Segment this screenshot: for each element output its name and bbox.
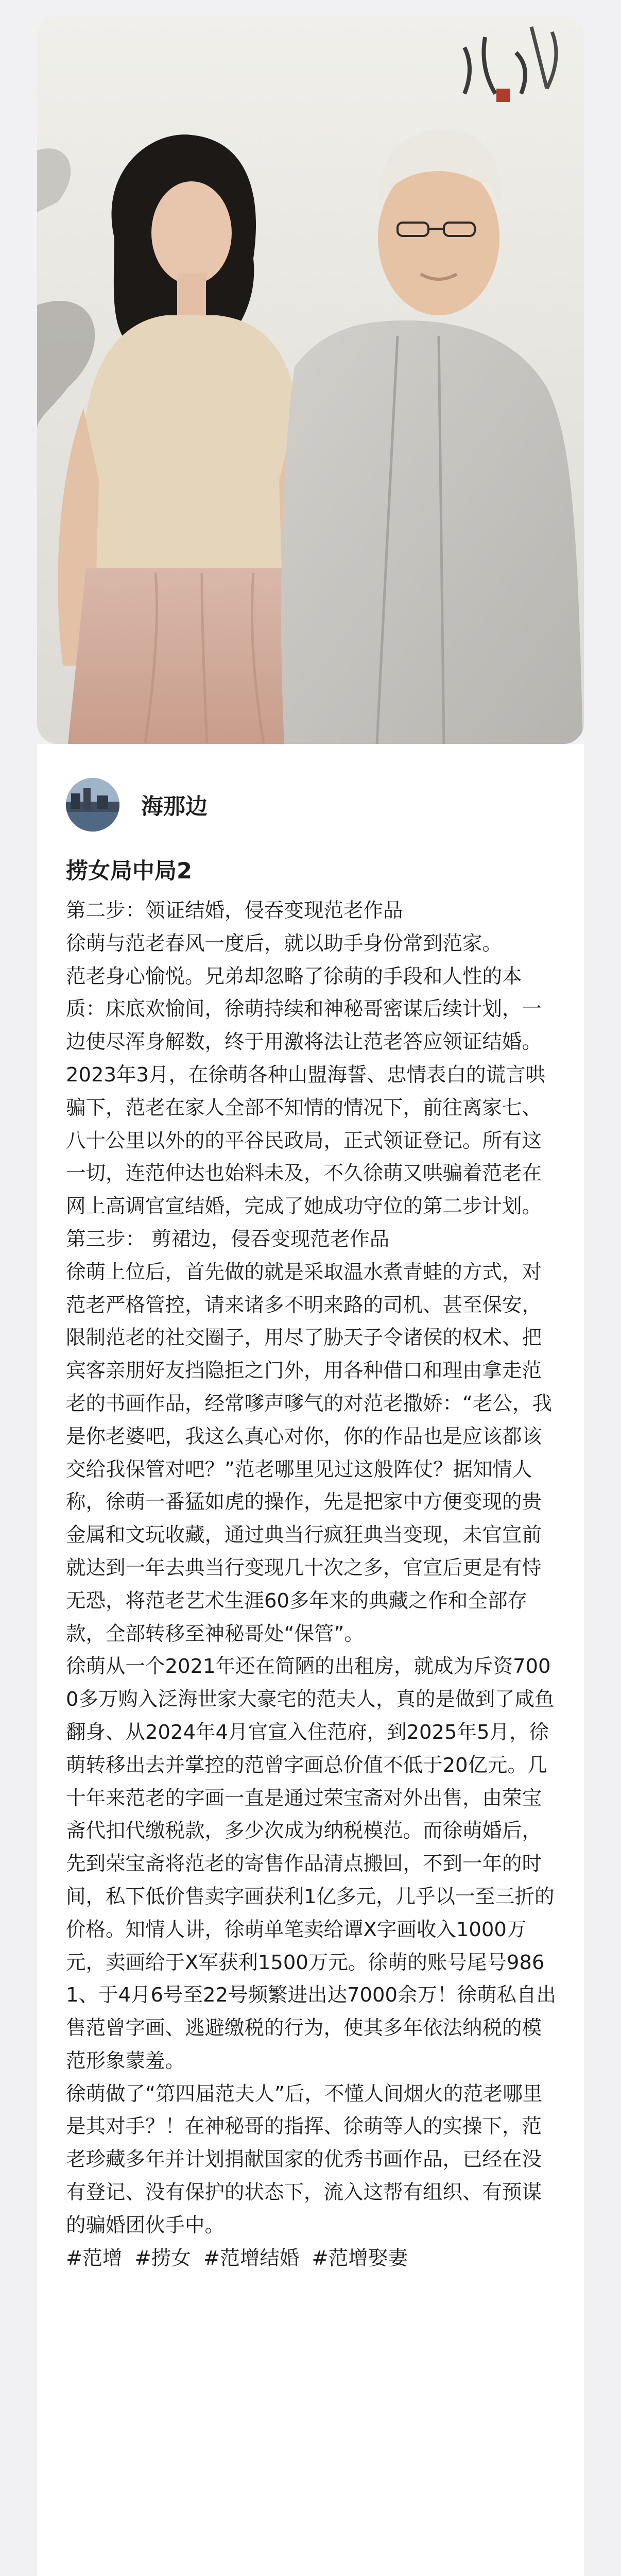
post-paragraph: 第二步：领证结婚，侵吞变现范老作品 (66, 899, 403, 922)
post-paragraph: 第三步： 剪裙边，侵吞变现范老作品 (66, 1227, 390, 1251)
avatar-image (66, 778, 119, 832)
hashtag-link[interactable]: #范增娶妻 (312, 2246, 408, 2270)
hashtag-link[interactable]: #范增 (66, 2246, 123, 2270)
post-paragraph: 范老身心愉悦。兄弟却忽略了徐萌的手段和人性的本质：床底欢愉间，徐萌持续和神秘哥密谋后续计划，一边使尽浑身解数，终于用激将法让范老答应领证结婚。 (66, 964, 542, 1054)
post-paragraph: 2023年3月，在徐萌各种山盟海誓、忠情表白的谎言哄骗下，范老在家人全部不知情的情况下，前往离家七、八十公里以外的的平谷民政局，正式领证登记。所有这一切，连范仲达也始料未及，不久徐萌又哄骗着范老在网上高调官宣结婚，完成了她成功守位的第二步计划。 (66, 1063, 545, 1218)
post-paragraph: 徐萌与范老春风一度后，就以助手身份常到范家。 (66, 931, 503, 955)
post-paragraph: 徐萌从一个2021年还在简陋的出租房，就成为斥资7000多万购入泛海世家大豪宅的范夫人，真的是做到了咸鱼翻身、从2024年4月官宣入住范府，到2025年5月，徐萌转移出去并掌控的范曾字画总价值不低于20亿元。几十年来范老的字画一直是通过荣宝斋对外出售，由荣宝斋代扣代缴税款，多少次成为纳税模范。而徐萌婚后，先到荣宝斋将范老的寄售作品清点搬回，不到一年的时间，私下低价售卖字画获利1亿多元，几乎以一至三折的价格。知情人讲，徐萌单笔卖给谭X字画收入1000万元，卖画给于X军获利1500万元。徐萌的账号尾号9861、于4月6号至22号频繁进出达7000余万！徐萌私自出售范曾字画、逃避缴税的行为，使其多年依法纳税的模范形象蒙羞。 (66, 1655, 556, 2073)
photo-image (37, 16, 584, 744)
post-card (37, 744, 584, 2576)
post-title: 捞女局中局2 (66, 858, 192, 884)
hashtag-link[interactable]: #捞女 (134, 2246, 191, 2270)
author-row[interactable] (66, 778, 208, 832)
author-name[interactable]: 海那边 (141, 793, 208, 820)
hashtag-link[interactable]: #范增结婚 (203, 2246, 300, 2270)
post-content (66, 850, 560, 2275)
post-paragraph: 徐萌上位后，首先做的就是采取温水煮青蛙的方式，对范老严格管控，请来诸多不明来路的司机、甚至保安，限制范老的社交圈子，用尽了胁天子令诸侯的权术、把宾客亲朋好友挡隐拒之门外，用各种借口和理由拿走范老的书画作品，经常嗲声嗲气的对范老撒娇：“老公，我是你老婆吧，我这么真心对你，你的作品也是应该都该交给我保管对吧？”范老哪里见过这般阵仗？据知情人称，徐萌一番猛如虎的操作，先是把家中方便变现的贵金属和文玩收藏，通过典当行疯狂典当变现，未官宣前就达到一年去典当行变现几十次之多，官宣后更是有恃无恐，将范老艺术生涯60多年来的典藏之作和全部存款，全部转移至神秘哥处“保管”。 (66, 1260, 552, 1646)
tag-list (66, 2242, 560, 2275)
author-avatar[interactable] (66, 778, 119, 832)
post-photo[interactable] (37, 16, 584, 744)
post-paragraph: 徐萌做了“第四届范夫人”后，不懂人间烟火的范老哪里是其对手？！在神秘哥的指挥、徐萌等人的实操下，范老珍藏多年并计划捐献国家的优秀书画作品，已经在没有登记、没有保护的状态下，流入这帮有组织、有预谋的骗婚团伙手中。 (66, 2082, 543, 2237)
